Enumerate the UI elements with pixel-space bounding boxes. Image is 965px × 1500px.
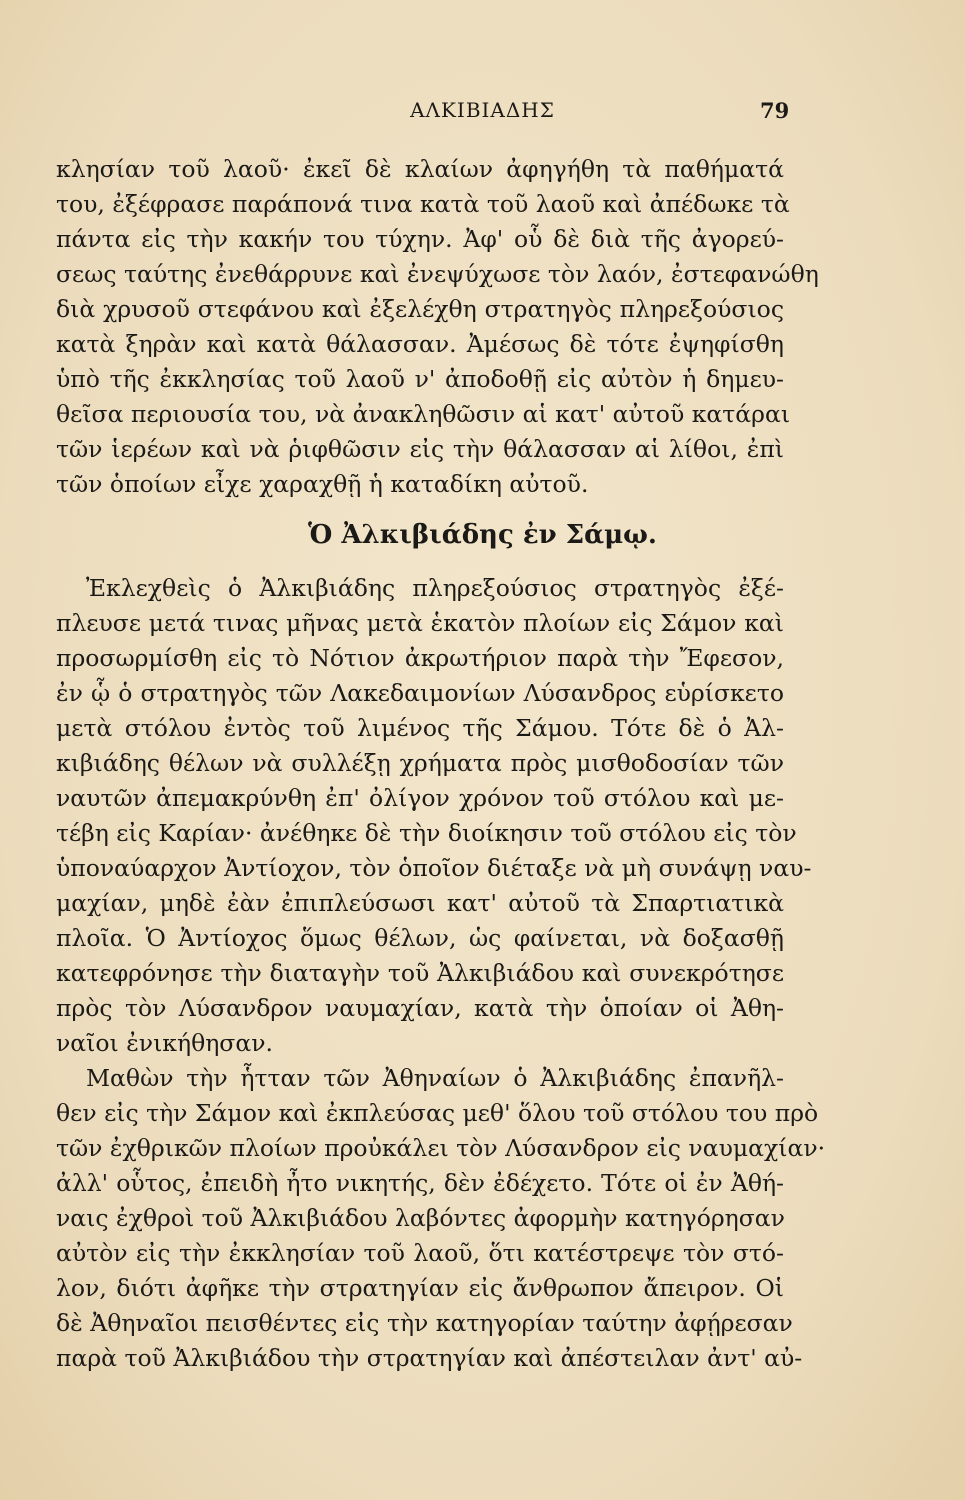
text-line: ὑποναύαρχον Ἀντίοχον, τὸν ὁποῖον διέταξε νὰ μὴ συνάψῃ ναυ-: [56, 854, 812, 882]
running-header: ΑΛΚΙΒΙΑΔΗΣ: [410, 98, 555, 122]
text-line: κατεφρόνησε τὴν διαταγὴν τοῦ Ἀλκιβιάδου καὶ συνεκρότησε: [56, 959, 784, 987]
text-line: μαχίαν, μηδὲ ἐὰν ἐπιπλεύσωσι κατ' αὐτοῦ τὰ Σπαρτιατικὰ: [56, 889, 784, 917]
text-line: ἀλλ' οὗτος, ἐπειδὴ ἦτο νικητής, δὲν ἐδέχετο. Τότε οἱ ἐν Ἀθή-: [56, 1169, 784, 1197]
text-line: Ἐκλεχθεὶς ὁ Ἀλκιβιάδης πληρεξούσιος στρατηγὸς ἐξέ-: [86, 574, 784, 602]
text-line: κιβιάδης θέλων νὰ συλλέξῃ χρήματα πρὸς μισθοδοσίαν τῶν: [56, 749, 784, 777]
text-line: προσωρμίσθη εἰς τὸ Νότιον ἀκρωτήριον παρὰ τὴν Ἔφεσον,: [56, 644, 784, 672]
text-line: πάντα εἰς τὴν κακήν του τύχην. Ἀφ' οὗ δὲ διὰ τῆς ἀγορεύ-: [56, 225, 784, 253]
paragraph-1: [56, 152, 819, 502]
section-heading: Ὁ Ἀλκιβιάδης ἐν Σάμῳ.: [308, 520, 657, 550]
text-line: παρὰ τοῦ Ἀλκιβιάδου τὴν στρατηγίαν καὶ ἀπέστειλαν ἀντ' αὐ-: [56, 1344, 803, 1372]
text-line: Μαθὼν τὴν ἧτταν τῶν Ἀθηναίων ὁ Ἀλκιβιάδης ἐπανῆλ-: [86, 1064, 784, 1092]
text-line: κατὰ ξηρὰν καὶ κατὰ θάλασσαν. Ἀμέσως δὲ τότε ἐψηφίσθη: [56, 330, 784, 358]
text-line: θεν εἰς τὴν Σάμον καὶ ἐκπλεύσας μεθ' ὅλου τοῦ στόλου του πρὸ: [56, 1099, 819, 1127]
text-line: θεῖσα περιουσία του, νὰ ἀνακληθῶσιν αἱ κατ' αὐτοῦ κατάραι: [56, 400, 791, 428]
text-line: σεως ταύτης ἐνεθάρρυνε καὶ ἐνεψύχωσε τὸν λαόν, ἐστεφανώθη: [56, 260, 819, 288]
text-line: πλευσε μετά τινας μῆνας μετὰ ἑκατὸν πλοίων εἰς Σάμον καὶ: [56, 609, 784, 637]
text-line: πρὸς τὸν Λύσανδρον ναυμαχίαν, κατὰ τὴν ὁποίαν οἱ Ἀθη-: [56, 994, 784, 1022]
text-line: τῶν ὁποίων εἶχε χαραχθῇ ἡ καταδίκη αὐτοῦ.: [56, 470, 589, 498]
text-line: τῶν ἱερέων καὶ νὰ ῥιφθῶσιν εἰς τὴν θάλασσαν αἱ λίθοι, ἐπὶ: [56, 435, 784, 463]
paragraph-2-and-3: [56, 571, 826, 1376]
text-line: αὐτὸν εἰς τὴν ἐκκλησίαν τοῦ λαοῦ, ὅτι κατέστρεψε τὸν στό-: [56, 1239, 784, 1267]
text-line: κλησίαν τοῦ λαοῦ· ἐκεῖ δὲ κλαίων ἀφηγήθη τὰ παθήματά: [56, 155, 784, 183]
text-line: μετὰ στόλου ἐντὸς τοῦ λιμένος τῆς Σάμου. Τότε δὲ ὁ Ἀλ-: [56, 714, 784, 742]
text-line: πλοῖα. Ὁ Ἀντίοχος ὅμως θέλων, ὡς φαίνεται, νὰ δοξασθῇ: [56, 924, 784, 952]
text-line: ὑπὸ τῆς ἐκκλησίας τοῦ λαοῦ ν' ἀποδοθῇ εἰς αὐτὸν ἡ δημευ-: [56, 365, 784, 393]
text-line: ἐν ᾧ ὁ στρατηγὸς τῶν Λακεδαιμονίων Λύσανδρος εὑρίσκετο: [56, 679, 784, 707]
text-line: ναυτῶν ἀπεμακρύνθη ἐπ' ὀλίγον χρόνον τοῦ στόλου καὶ με-: [56, 784, 784, 812]
text-line: τῶν ἐχθρικῶν πλοίων προὐκάλει τὸν Λύσανδρον εἰς ναυμαχίαν·: [56, 1134, 826, 1162]
text-line: του, ἐξέφρασε παράπονά τινα κατὰ τοῦ λαοῦ καὶ ἀπέδωκε τὰ: [56, 190, 790, 218]
text-line: τέβη εἰς Καρίαν· ἀνέθηκε δὲ τὴν διοίκησιν τοῦ στόλου εἰς τὸν: [56, 819, 797, 847]
text-line: λον, διότι ἀφῆκε τὴν στρατηγίαν εἰς ἄνθρωπον ἄπειρον. Οἱ: [56, 1274, 784, 1302]
text-line: διὰ χρυσοῦ στεφάνου καὶ ἐξελέχθη στρατηγὸς πληρεξούσιος: [56, 295, 784, 323]
page-number: 79: [760, 98, 790, 123]
text-line: ναῖοι ἐνικήθησαν.: [56, 1029, 273, 1057]
text-line: δὲ Ἀθηναῖοι πεισθέντες εἰς τὴν κατηγορίαν ταύτην ἀφῄρεσαν: [56, 1309, 793, 1337]
text-line: ναις ἐχθροὶ τοῦ Ἀλκιβιάδου λαβόντες ἀφορμὴν κατηγόρησαν: [56, 1204, 785, 1232]
